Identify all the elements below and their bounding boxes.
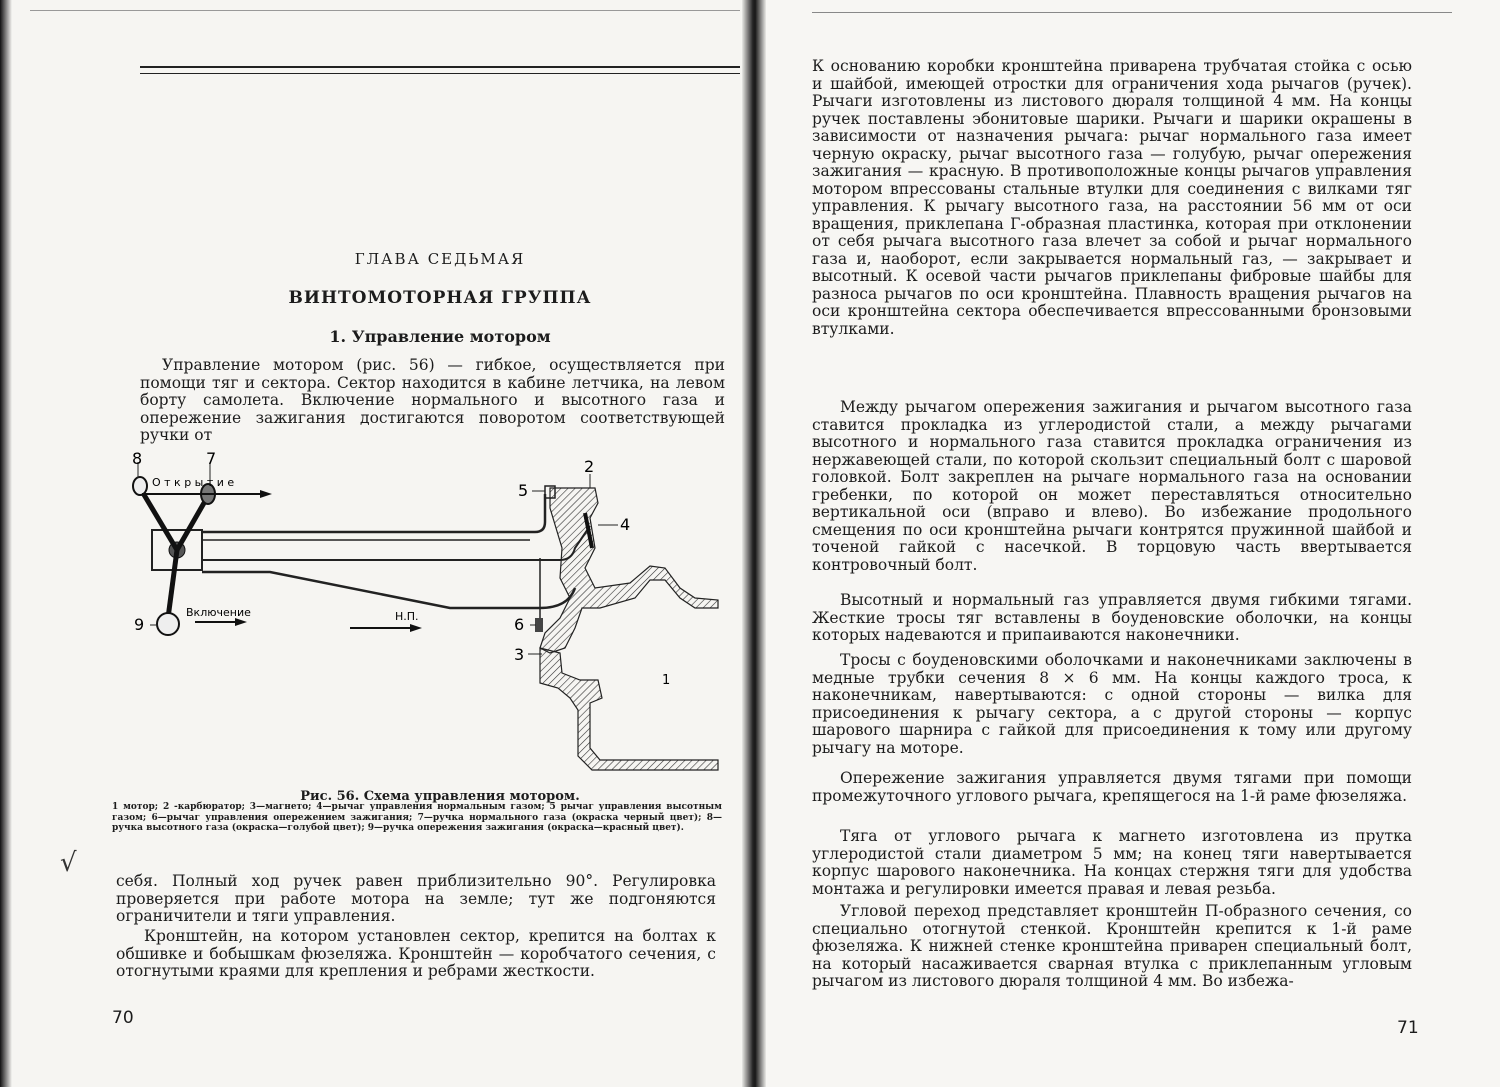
header-rule-thin (140, 73, 740, 74)
paragraph: Тросы с боуденовскими оболочками и наконечниками заключены в медные трубки сечения 8 × 6 мм. На концы каждого троса, к наконечникам, навертываются: с одной стороны — вилка для присоединения к рычагу сектора, а с другой стороны — корпус шарового шарнира с гайкой для присоединения к тому или другому рычагу на моторе. (812, 651, 1412, 757)
paragraph: Управление мотором (рис. 56) — гибкое, осуществляется при помощи тяг и сектора. Сектор находится в кабине летчика, на левом борту самолета. Включение нормального и высотного газа и опережение зажигания достигаются поворотом соответствующей ручки от (140, 356, 725, 444)
arrow-open-head (260, 490, 272, 498)
lever-9 (168, 550, 177, 618)
margin-check-mark: √ (60, 848, 77, 878)
label-7: 7 (206, 449, 217, 468)
lever-6-part (535, 618, 543, 632)
figure-legend: 1 мотор; 2 -карбюратор; 3—магнето; 4—рычаг управления нормальным газом; 5 рычаг управления высотным газом; 6—рычаг управления опережением зажигания; 7—ручка нормального газа (окраска черный цвет); 8—ручка высотного газа (окраска—голубой цвет); 9—ручка опережения зажигания (окраска—красный цвет). (112, 802, 722, 833)
lever-7 (177, 496, 208, 550)
top-edge-line (812, 12, 1452, 13)
label-1: 1 (662, 673, 671, 688)
chapter-heading: ГЛАВА СЕДЬМАЯ (354, 250, 526, 268)
section-heading: 1. Управление мотором (329, 327, 551, 346)
handle-9 (157, 613, 179, 635)
top-edge-line (30, 10, 740, 11)
rod-high-gas (202, 494, 545, 532)
handle-8 (133, 477, 147, 495)
label-np: Н.П. (395, 610, 419, 623)
label-9: 9 (134, 615, 145, 634)
arrow-on-head (235, 618, 247, 626)
paragraph: Между рычагом опережения зажигания и рычагом высотного газа ставится прокладка из углеродистой стали, а между рычагами высотного и нормального газа ставится прокладка ограничения из нержавеющей стали, по которой скользит специальный болт с шаровой головкой. Болт закреплен на рычаге нормального газа на основании гребенки, по которой он может переставляться относительно вертикальной оси (вправо и влево). Во избежание продольного смещения по оси кронштейна рычаги контрятся пружинной шайбой и точеной гайкой с насечкой. В торцовую часть ввертывается контровочный болт. (812, 398, 1412, 574)
label-on: Включение (186, 606, 251, 619)
header-rule (140, 66, 740, 68)
engine-section (540, 488, 718, 653)
label-2: 2 (584, 457, 595, 476)
figure-caption: Рис. 56. Схема управления мотором. (300, 789, 580, 804)
paragraph: Высотный и нормальный газ управляется двумя гибкими тягами. Жесткие тросы тяг вставлены в боуденовские оболочки, на концы которых надеваются и припаиваются наконечники. (812, 591, 1412, 644)
paragraph: Кронштейн, на котором установлен сектор, крепится на болтах к обшивке и бобышкам фюзеляжа. Кронштейн — коробчатого сечения, с отогнутыми краями для крепления и ребрами жесткости. (116, 927, 716, 980)
label-open: О т к р ы т и е (152, 476, 235, 489)
label-3: 3 (514, 645, 525, 664)
label-8: 8 (132, 449, 143, 468)
chapter-title: ВИНТОМОТОРНАЯ ГРУППА (288, 288, 592, 308)
label-6: 6 (514, 615, 525, 634)
paragraph: К основанию коробки кронштейна приварена трубчатая стойка с осью и шайбой, имеющей отростки для ограничения хода рычагов (ручек). Рычаги изготовлены из листового дюраля толщиной 4 мм. На концы ручек поставлены эбонитовые шарики. Рычаги и шарики окрашены в зависимости от назначения рычага: рычаг нормального газа имеет черную окраску, рычаг высотного газа — голубую, рычаг опережения зажигания — красную. В противоположные концы рычагов управления мотором впрессованы стальные втулки для соединения с вилками тяг управления. К рычагу высотного газа, на расстоянии 56 мм от оси вращения, приклепана Г-образная пластинка, которая при отклонении от себя рычага высотного газа влечет за собой и рычаг нормального газа и, наоборот, если закрывается нормальный газ, — закрывает и высотный. К осевой части рычагов приклепаны фибровые шайбы для разноса рычагов по оси кронштейна. Плавность вращения рычагов на оси кронштейна сектора обеспечивается впрессованными бронзовыми втулками. (812, 57, 1412, 338)
fuselage-section (540, 648, 718, 770)
engine-control-diagram (120, 448, 720, 778)
paragraph: Опережение зажигания управляется двумя тягами при помощи промежуточного углового рычага, крепящегося на 1-й раме фюзеляжа. (812, 769, 1412, 805)
arrow-np-head (410, 624, 422, 632)
paragraph: себя. Полный ход ручек равен приблизительно 90°. Регулировка проверяется при работе мотора на земле; тут же подгоняются ограничители и тяги управления. (116, 872, 716, 925)
paragraph: Угловой переход представляет кронштейн П-образного сечения, со специально отогнутой стенкой. Кронштейн крепится к 1-й раме фюзеляжа. К нижней стенке кронштейна приварен специальный болт, на который насаживается сварная втулка с приклепанным угловым рычагом из листового дюраля толщиной 4 мм. Во избежа- (812, 902, 1412, 990)
page-number-right: 71 (1397, 1018, 1419, 1038)
page-edge-shadow (0, 0, 12, 1087)
page-number-left: 70 (112, 1008, 134, 1028)
label-4: 4 (620, 515, 631, 534)
rod-ignition (202, 572, 575, 608)
book-gutter (742, 0, 766, 1087)
label-5: 5 (518, 481, 529, 500)
lever-8 (140, 488, 177, 550)
paragraph: Тяга от углового рычага к магнето изготовлена из прутка углеродистой стали диаметром 5 мм; на конец тяги навертывается корпус шарового наконечника. На концах стержня тяги для удобства монтажа и регулировки имеется правая и левая резьба. (812, 827, 1412, 898)
